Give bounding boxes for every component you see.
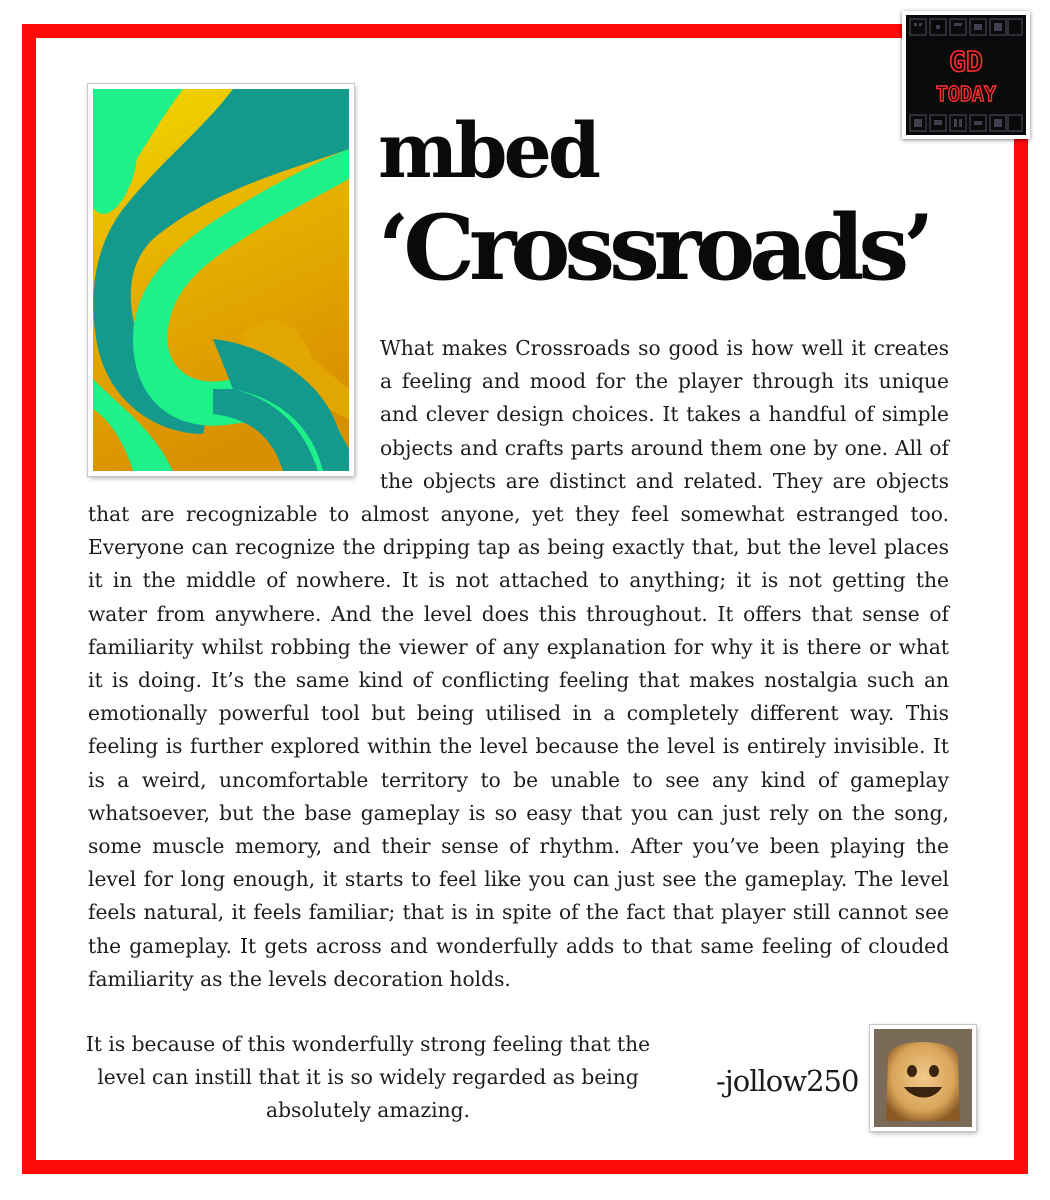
gd-today-logo xyxy=(902,11,1030,139)
article-body: What makes Crossroads so good is how well it creates a feeling and mood for the player through its unique and clever design choices. It takes a handful of simple objects and crafts parts around them one by one. All of the objects are distinct and related. They are objects that are recognizable to almost anyone, yet they feel somewhat estranged too. Everyone can recognize the dripping tap as being exactly that, but the level places it in the middle of nowhere. It is not attached to anything; it is not getting the water from anywhere. And the level does this throughout. It offers that sense of familiarity whilst robbing the viewer of any explanation for why it is there or what it is doing. It’s the same kind of conflicting feeling that makes nostalgia such an emotionally powerful tool but being utilised in a completely different way. This feeling is further explored within the level because the level is entirely invisible. It is a weird, uncomfortable territory to be unable to see any kind of gameplay whatsoever, but the base gameplay is so easy that you can just rely on the song, some muscle memory, and their sense of rhythm. After you’ve been playing the level for long enough, it starts to feel like you can just see the gameplay. The level feels natural, it feels familiar; that is in spite of the fact that player still cannot see the gameplay. It gets across and wonderfully adds to that same feeling of clouded familiarity as the levels decoration holds. xyxy=(88,336,949,991)
logo-text-gd: GD xyxy=(949,45,983,78)
article-closing: It is because of this wonderfully strong feeling that the level can instill that it is so widely regarded as being absolutely amazing. xyxy=(85,1032,651,1123)
toast-avatar-icon xyxy=(874,1029,972,1127)
author-signature: -jollow250 xyxy=(716,1064,859,1098)
author-avatar xyxy=(870,1025,976,1131)
page-title-line-2: ‘Crossroads’ xyxy=(378,195,929,301)
gd-today-logo-icon xyxy=(906,15,1026,135)
thumbnail-spacer xyxy=(88,332,380,482)
page-title-line-1: mbed xyxy=(378,106,598,195)
article-body-container xyxy=(88,332,949,996)
logo-text-today: TODAY xyxy=(935,82,997,106)
